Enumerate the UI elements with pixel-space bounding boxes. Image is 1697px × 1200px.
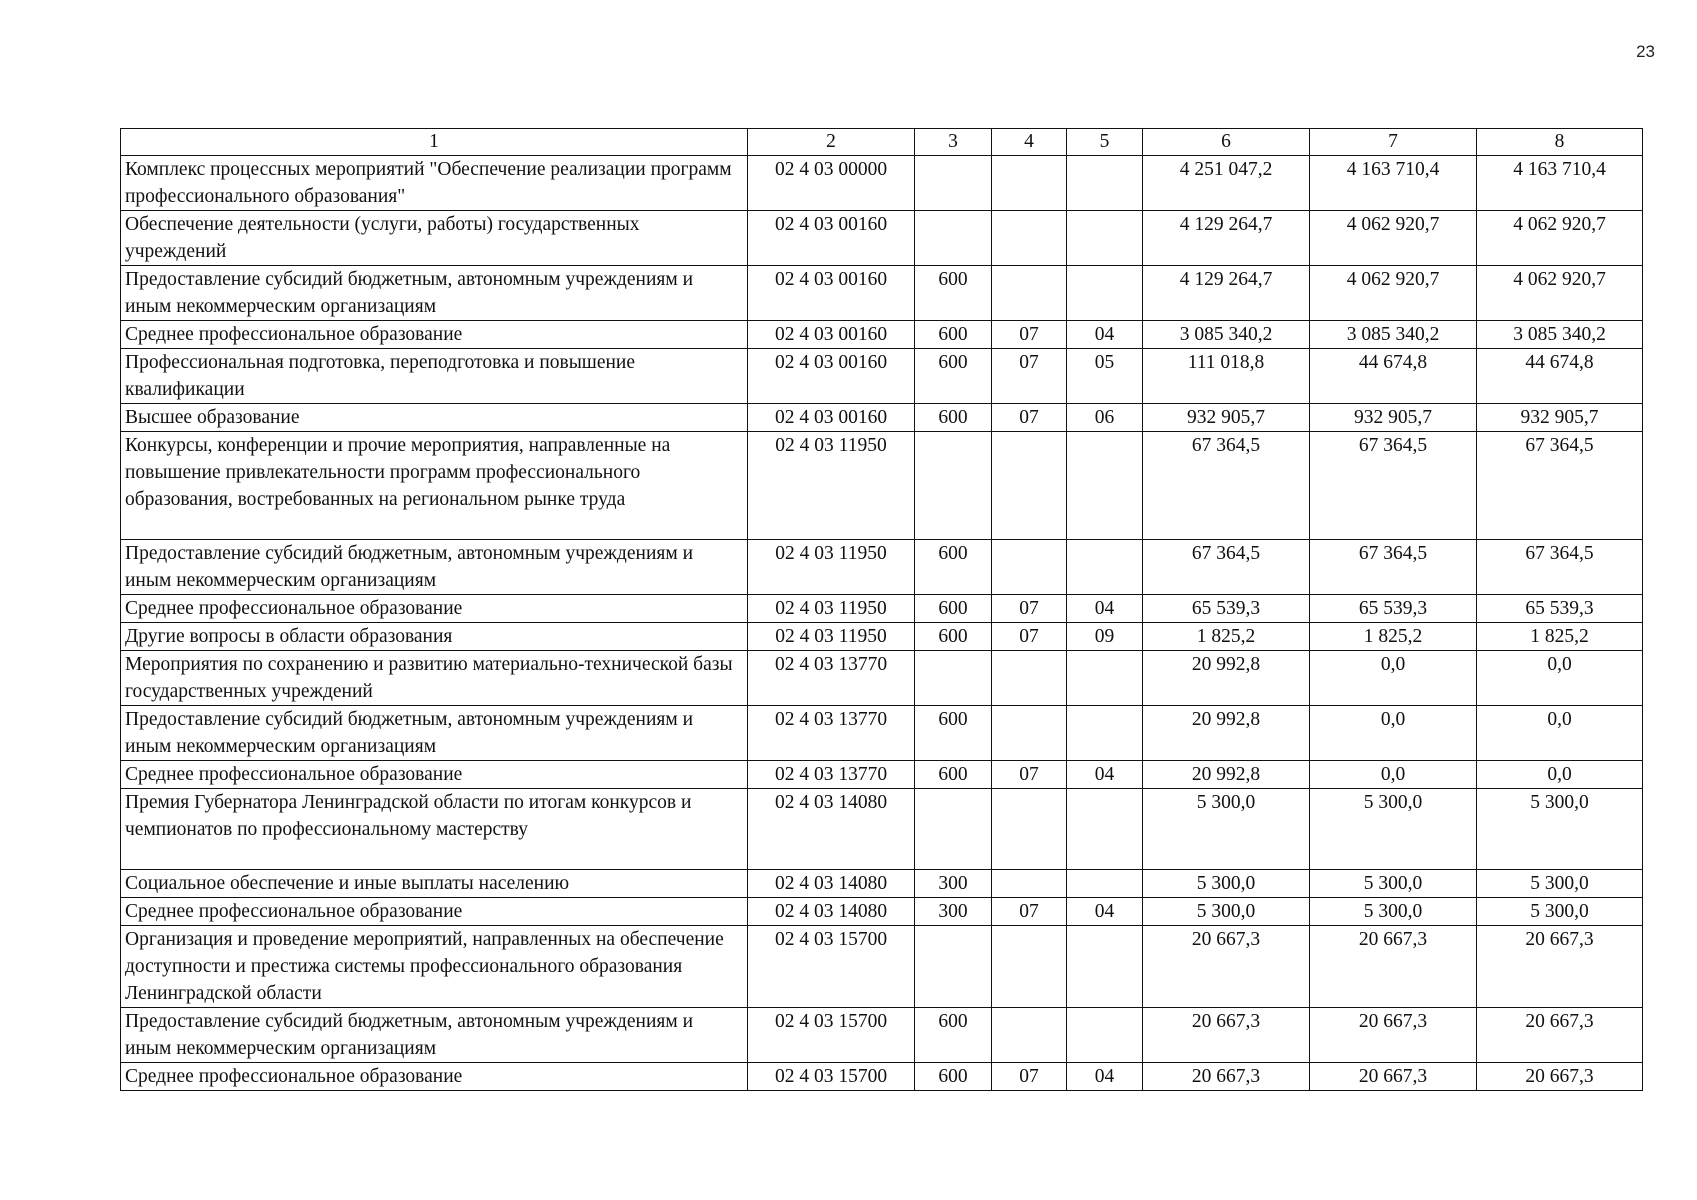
row-col5-cell: 09 [1067,623,1143,651]
row-col4-cell: 07 [992,349,1067,404]
table-row [121,432,1643,540]
row-col7-cell: 5 300,0 [1310,789,1477,870]
row-col5-cell [1067,706,1143,761]
row-col5-cell: 06 [1067,404,1143,432]
row-col3-cell: 600 [915,404,992,432]
header-cell: 3 [915,129,992,156]
header-cell: 8 [1477,129,1643,156]
table-row [121,266,1643,321]
row-col5-cell [1067,926,1143,1008]
row-col7-cell: 5 300,0 [1310,870,1477,898]
row-col7-cell: 5 300,0 [1310,898,1477,926]
row-code-cell: 02 4 03 11950 [748,432,915,540]
row-col4-cell [992,211,1067,266]
row-name-cell: Предоставление субсидий бюджетным, автономным учреждениям и иным некоммерческим организациям [121,1008,748,1063]
row-col6-cell: 4 251 047,2 [1143,156,1310,211]
row-col4-cell [992,870,1067,898]
row-name-cell: Высшее образование [121,404,748,432]
row-col7-cell: 0,0 [1310,651,1477,706]
row-col8-cell: 0,0 [1477,761,1643,789]
row-col4-cell: 07 [992,1063,1067,1091]
row-col3-cell: 300 [915,870,992,898]
row-col5-cell [1067,1008,1143,1063]
row-code-cell: 02 4 03 14080 [748,898,915,926]
row-col3-cell: 300 [915,898,992,926]
row-col8-cell: 65 539,3 [1477,595,1643,623]
row-col4-cell [992,706,1067,761]
row-code-cell: 02 4 03 00160 [748,349,915,404]
table-row [121,404,1643,432]
row-col5-cell [1067,789,1143,870]
table-row [121,623,1643,651]
row-name-cell: Предоставление субсидий бюджетным, автономным учреждениям и иным некоммерческим организациям [121,266,748,321]
row-name-cell: Другие вопросы в области образования [121,623,748,651]
row-col6-cell: 20 667,3 [1143,926,1310,1008]
row-name-cell: Комплекс процессных мероприятий "Обеспечение реализации программ профессионального образования" [121,156,748,211]
row-col4-cell: 07 [992,321,1067,349]
table-row [121,349,1643,404]
row-name-cell: Организация и проведение мероприятий, направленных на обеспечение доступности и престижа системы профессионального образования Ленинградской области [121,926,748,1008]
row-name-cell: Профессиональная подготовка, переподготовка и повышение квалификации [121,349,748,404]
table-row [121,761,1643,789]
row-col5-cell: 04 [1067,761,1143,789]
header-cell: 4 [992,129,1067,156]
row-code-cell: 02 4 03 00160 [748,321,915,349]
row-col7-cell: 65 539,3 [1310,595,1477,623]
row-code-cell: 02 4 03 13770 [748,761,915,789]
row-col8-cell: 5 300,0 [1477,870,1643,898]
table-row [121,211,1643,266]
row-col7-cell: 4 062 920,7 [1310,211,1477,266]
header-cell: 2 [748,129,915,156]
row-col3-cell: 600 [915,540,992,595]
row-col8-cell: 4 062 920,7 [1477,266,1643,321]
row-col8-cell: 4 062 920,7 [1477,211,1643,266]
row-col8-cell: 20 667,3 [1477,926,1643,1008]
row-col8-cell: 20 667,3 [1477,1008,1643,1063]
row-code-cell: 02 4 03 14080 [748,870,915,898]
row-col8-cell: 4 163 710,4 [1477,156,1643,211]
row-col4-cell [992,651,1067,706]
row-code-cell: 02 4 03 00000 [748,156,915,211]
row-col3-cell [915,211,992,266]
row-col6-cell: 5 300,0 [1143,898,1310,926]
table-row [121,651,1643,706]
row-code-cell: 02 4 03 15700 [748,1063,915,1091]
row-col4-cell [992,926,1067,1008]
table-row [121,898,1643,926]
table-row [121,321,1643,349]
row-code-cell: 02 4 03 14080 [748,789,915,870]
row-col3-cell: 600 [915,761,992,789]
header-cell: 6 [1143,129,1310,156]
row-col8-cell: 932 905,7 [1477,404,1643,432]
row-col7-cell: 0,0 [1310,706,1477,761]
row-code-cell: 02 4 03 13770 [748,706,915,761]
header-cell: 5 [1067,129,1143,156]
row-col6-cell: 20 992,8 [1143,706,1310,761]
row-name-cell: Предоставление субсидий бюджетным, автономным учреждениям и иным некоммерческим организациям [121,540,748,595]
row-col7-cell: 20 667,3 [1310,1008,1477,1063]
row-name-cell: Среднее профессиональное образование [121,321,748,349]
row-col5-cell [1067,211,1143,266]
row-col4-cell [992,1008,1067,1063]
row-col5-cell [1067,651,1143,706]
row-col8-cell: 1 825,2 [1477,623,1643,651]
row-code-cell: 02 4 03 11950 [748,540,915,595]
table-row [121,595,1643,623]
row-col7-cell: 67 364,5 [1310,540,1477,595]
row-col5-cell: 04 [1067,321,1143,349]
row-col8-cell: 67 364,5 [1477,432,1643,540]
row-name-cell: Предоставление субсидий бюджетным, автономным учреждениям и иным некоммерческим организациям [121,706,748,761]
row-col4-cell [992,789,1067,870]
table-body [121,156,1643,1091]
row-col7-cell: 932 905,7 [1310,404,1477,432]
table-row [121,540,1643,595]
row-col8-cell: 0,0 [1477,706,1643,761]
table-header-row [121,129,1643,156]
row-col3-cell [915,156,992,211]
table-row [121,926,1643,1008]
row-col3-cell [915,926,992,1008]
row-name-cell: Премия Губернатора Ленинградской области по итогам конкурсов и чемпионатов по профессиональному мастерству [121,789,748,870]
row-col6-cell: 4 129 264,7 [1143,266,1310,321]
row-col7-cell: 20 667,3 [1310,926,1477,1008]
row-name-cell: Конкурсы, конференции и прочие мероприятия, направленные на повышение привлекательности программ профессионального образования, востребованных на региональном рынке труда [121,432,748,540]
row-col5-cell: 05 [1067,349,1143,404]
row-col4-cell [992,156,1067,211]
row-col5-cell: 04 [1067,898,1143,926]
row-col6-cell: 67 364,5 [1143,432,1310,540]
row-col6-cell: 111 018,8 [1143,349,1310,404]
row-col5-cell: 04 [1067,1063,1143,1091]
table-row [121,870,1643,898]
row-col6-cell: 20 667,3 [1143,1063,1310,1091]
row-col6-cell: 65 539,3 [1143,595,1310,623]
row-col5-cell [1067,266,1143,321]
table-row [121,1008,1643,1063]
row-col3-cell: 600 [915,349,992,404]
row-code-cell: 02 4 03 11950 [748,595,915,623]
table-row [121,156,1643,211]
row-name-cell: Среднее профессиональное образование [121,761,748,789]
row-col3-cell [915,651,992,706]
header-cell: 7 [1310,129,1477,156]
row-code-cell: 02 4 03 13770 [748,651,915,706]
row-col5-cell [1067,432,1143,540]
row-name-cell: Мероприятия по сохранению и развитию материально-технической базы государственных учреждений [121,651,748,706]
table-row [121,789,1643,870]
row-col4-cell: 07 [992,898,1067,926]
row-col4-cell: 07 [992,404,1067,432]
row-col4-cell: 07 [992,595,1067,623]
row-col8-cell: 44 674,8 [1477,349,1643,404]
row-col8-cell: 5 300,0 [1477,789,1643,870]
row-col3-cell: 600 [915,1008,992,1063]
row-name-cell: Социальное обеспечение и иные выплаты населению [121,870,748,898]
row-col5-cell [1067,870,1143,898]
row-col6-cell: 20 667,3 [1143,1008,1310,1063]
row-col7-cell: 4 163 710,4 [1310,156,1477,211]
table-row [121,706,1643,761]
row-code-cell: 02 4 03 15700 [748,926,915,1008]
row-col6-cell: 5 300,0 [1143,789,1310,870]
row-col7-cell: 44 674,8 [1310,349,1477,404]
header-cell: 1 [121,129,748,156]
row-col6-cell: 67 364,5 [1143,540,1310,595]
table-row [121,1063,1643,1091]
row-col7-cell: 0,0 [1310,761,1477,789]
row-col3-cell: 600 [915,706,992,761]
row-code-cell: 02 4 03 00160 [748,266,915,321]
row-col4-cell [992,540,1067,595]
row-col6-cell: 20 992,8 [1143,761,1310,789]
page-number: 23 [1636,42,1655,61]
row-col5-cell: 04 [1067,595,1143,623]
row-col8-cell: 3 085 340,2 [1477,321,1643,349]
row-col4-cell [992,266,1067,321]
row-col8-cell: 0,0 [1477,651,1643,706]
row-col3-cell: 600 [915,595,992,623]
row-col6-cell: 3 085 340,2 [1143,321,1310,349]
row-name-cell: Обеспечение деятельности (услуги, работы) государственных учреждений [121,211,748,266]
row-name-cell: Среднее профессиональное образование [121,1063,748,1091]
row-col6-cell: 20 992,8 [1143,651,1310,706]
row-col5-cell [1067,156,1143,211]
row-col6-cell: 932 905,7 [1143,404,1310,432]
row-col7-cell: 1 825,2 [1310,623,1477,651]
row-col3-cell: 600 [915,623,992,651]
budget-table [120,128,1643,1091]
row-col7-cell: 4 062 920,7 [1310,266,1477,321]
row-code-cell: 02 4 03 00160 [748,211,915,266]
row-col8-cell: 5 300,0 [1477,898,1643,926]
row-col7-cell: 3 085 340,2 [1310,321,1477,349]
row-col6-cell: 5 300,0 [1143,870,1310,898]
row-col3-cell [915,432,992,540]
row-col5-cell [1067,540,1143,595]
row-col4-cell [992,432,1067,540]
row-code-cell: 02 4 03 15700 [748,1008,915,1063]
row-name-cell: Среднее профессиональное образование [121,595,748,623]
row-col4-cell: 07 [992,623,1067,651]
row-col3-cell [915,789,992,870]
row-name-cell: Среднее профессиональное образование [121,898,748,926]
row-col8-cell: 67 364,5 [1477,540,1643,595]
row-col8-cell: 20 667,3 [1477,1063,1643,1091]
row-col3-cell: 600 [915,321,992,349]
row-col6-cell: 1 825,2 [1143,623,1310,651]
row-col7-cell: 20 667,3 [1310,1063,1477,1091]
row-col6-cell: 4 129 264,7 [1143,211,1310,266]
row-code-cell: 02 4 03 00160 [748,404,915,432]
row-col4-cell: 07 [992,761,1067,789]
row-code-cell: 02 4 03 11950 [748,623,915,651]
row-col3-cell: 600 [915,266,992,321]
row-col3-cell: 600 [915,1063,992,1091]
row-col7-cell: 67 364,5 [1310,432,1477,540]
